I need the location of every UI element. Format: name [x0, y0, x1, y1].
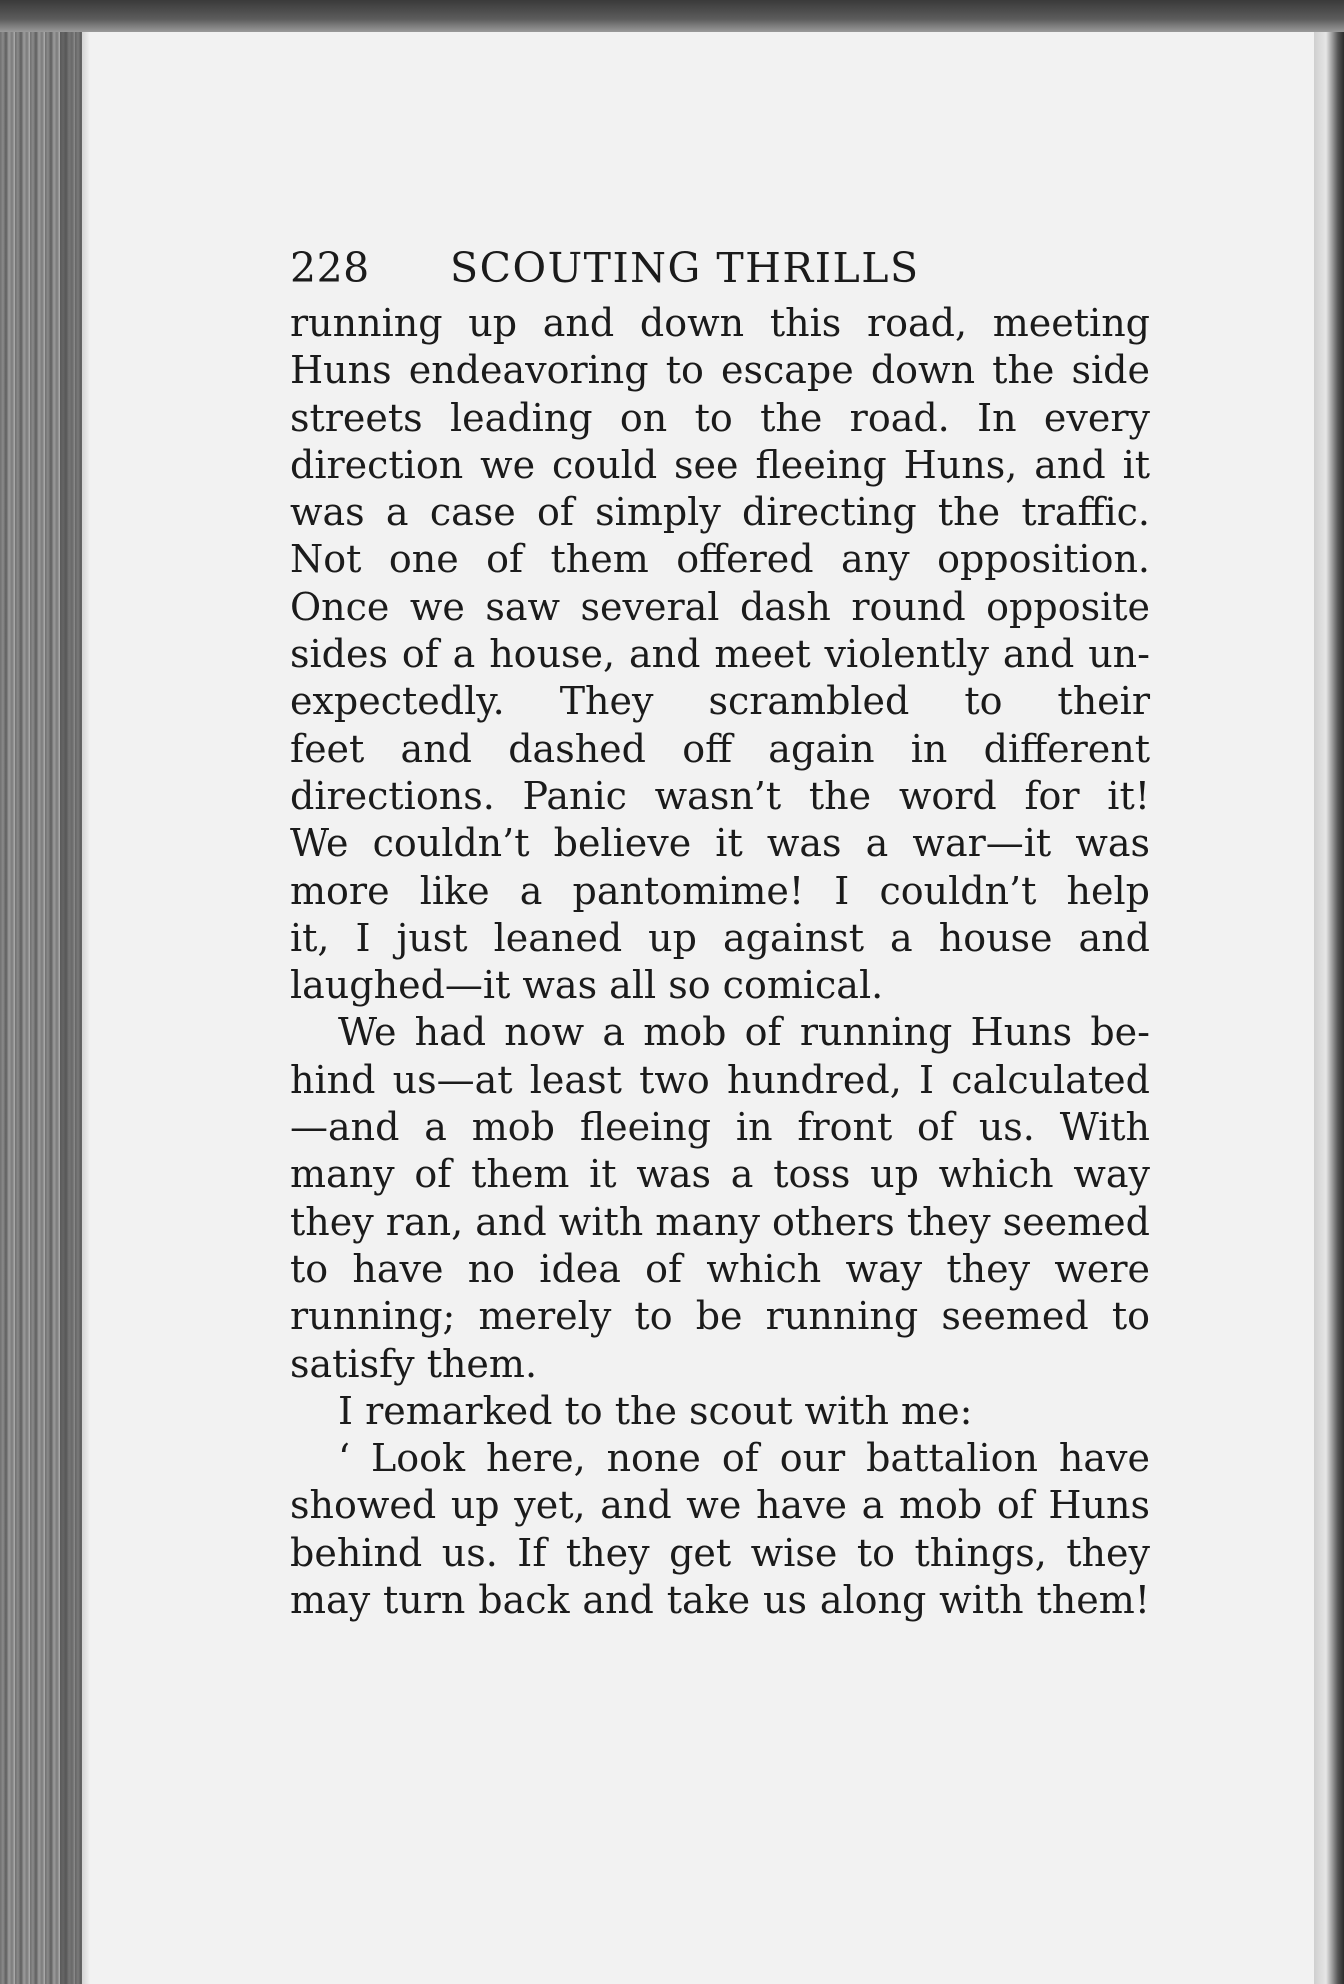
- text-line: Huns endeavoring to escape down the side: [290, 348, 1150, 393]
- text-line: feet and dashed off again in different: [290, 726, 1150, 771]
- paragraph: [290, 1435, 1150, 1624]
- text-line: running; merely to be running seemed to: [290, 1294, 1150, 1339]
- text-line: I remarked to the scout with me:: [338, 1388, 973, 1433]
- text-line: running up and down this road, meeting: [290, 301, 1150, 345]
- scan-top-edge: [0, 0, 1344, 32]
- text-line: sides of a house, and meet violently and un-: [290, 632, 1150, 677]
- paragraph: [290, 1388, 1150, 1435]
- paragraph: [290, 300, 1150, 1009]
- text-line: laughed—it was all so comical.: [290, 963, 884, 1008]
- running-title: SCOUTING THRILLS: [450, 244, 920, 292]
- paragraph: [290, 1009, 1150, 1387]
- text-line: hind us—at least two hundred, I calculated: [290, 1057, 1150, 1102]
- text-line: to have no idea of which way they were: [290, 1246, 1150, 1291]
- text-line: behind us. If they get wise to things, they: [290, 1530, 1150, 1575]
- text-line: Not one of them offered any opposition.: [290, 537, 1150, 582]
- text-line: it, I just leaned up against a house and: [290, 915, 1150, 960]
- text-line: —and a mob fleeing in front of us. With: [290, 1105, 1150, 1150]
- text-line: was a case of simply directing the traffic.: [290, 490, 1150, 535]
- text-line: may turn back and take us along with them!: [290, 1578, 1150, 1623]
- text-line: many of them it was a toss up which way: [290, 1152, 1150, 1197]
- scan-right-edge: [1314, 32, 1344, 1984]
- text-line: streets leading on to the road. In every: [290, 395, 1150, 440]
- text-line: expectedly. They scrambled to their: [290, 679, 1150, 724]
- running-header: [290, 238, 1150, 300]
- page-number: 228: [290, 244, 370, 292]
- text-line: We couldn’t believe it was a war—it was: [290, 821, 1150, 866]
- gutter-shadow: [60, 32, 90, 1984]
- text-line: directions. Panic wasn’t the word for it!: [290, 773, 1150, 818]
- text-line: they ran, and with many others they seemed: [290, 1199, 1150, 1244]
- text-line: more like a pantomime! I couldn’t help: [290, 868, 1150, 913]
- text-line: showed up yet, and we have a mob of Huns: [290, 1483, 1150, 1528]
- text-line: Once we saw several dash round opposite: [290, 584, 1150, 629]
- text-line: direction we could see fleeing Huns, and it: [290, 442, 1150, 487]
- text-line: satisfy them.: [290, 1341, 538, 1386]
- text-line: ‘ Look here, none of our battalion have: [338, 1436, 1150, 1481]
- page-text-block: [290, 238, 1150, 1624]
- text-line: We had now a mob of running Huns be-: [338, 1010, 1150, 1055]
